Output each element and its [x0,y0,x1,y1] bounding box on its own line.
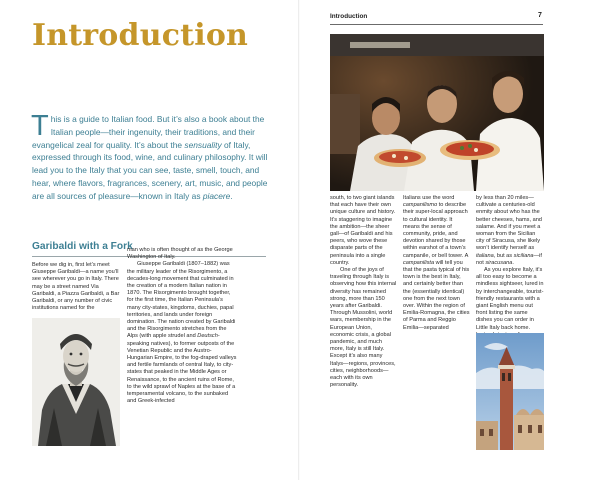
text-run: -speaking natives), to former outposts of the Venetian Republic and the Austro-Hungarian Empire, to the fog-draped valleys and fertile farmlands of central Italy, to city-states that peaked in the Middle Ages or Renaissance, to the ancient ruins of Rome, to the wild sprawl of Naples at the base of a temperamental volcano, to the sunbaked and Greek-infected [127,333,237,405]
garibaldi-portrait-photo [32,318,120,446]
paragraph [403,195,470,332]
emphasis-text: campanilismo [403,202,438,209]
running-head: Introduction [330,13,368,20]
paragraph [476,195,544,267]
right-column-2 [403,195,470,332]
text-run: by less than 20 miles—cultivate a centuries-old enmity about who has the better cheeses, hams, and salame. And if you meet a woman from the Sicilian city of Siracusa, she likely won’t identify herself as [476,195,542,252]
paragraph: man who is often thought of as the George Washington of Italy. [127,247,233,261]
paragraph: One of the joys of traveling through Italy is observing how this internal diversity has remained strong, more than 150 years after Garibaldi. Through Mussolini, world wars, membership in the European Union, economic crisis, a global pandemic, and much more, Italy is still Italy. Except it’s also many Italys—regions, provinces, cities, neighborhoods—each with its own personality. [330,267,397,389]
emphasis-text: Deutsch [197,333,218,340]
right-page [300,0,600,480]
right-column-1 [330,195,397,389]
text-run: . [512,259,514,266]
text-run: Giuseppe Garibaldi (1807–1882) was the military leader of the Risorgimento, a decades-long movement that culminated in the creation of a modern Italian nation in 1870. The Risorgimento brought together, for the first time, the Italian Peninsula’s many city-states, kingdoms, duchies, papal territories, and lands under foreign domination. The nation created by Garibaldi and the Risorgimento stretches from the Alps (with apple strudel and [127,261,236,340]
paragraph [127,261,237,405]
paragraph: south, to two giant islands that each have their own unique culture and history. It’s staggering to imagine the ambition—the sheer gall—of Garibaldi and his peers, who wove these disparate parts of the peninsula into a single country. [330,195,396,266]
text-run: Italians use the word [403,195,455,201]
text-run: , but as [493,252,514,259]
pizza-makers-photo [330,34,544,191]
header-rule [330,24,543,25]
emphasis-text: siracusana [485,259,513,266]
left-column-2 [127,247,237,405]
text-run: will tell you that the pasta typical of his town is the best in Italy, and certainly better than the (essentially identical) one from the next town over. Within the region of Emilia-Romagna, the cities of Parma and Reggio Emilia—separated [403,259,470,331]
drop-cap: T [31,110,49,142]
section-heading: Garibaldi with a Fork [32,241,133,252]
text-run: —if not [476,252,542,266]
intro-text-1: his is a guide to Italian food. But it’s also a book about the Italian people—their ingenuity, their traditions, and their evangelical zeal for quality. It’s about the [32,114,265,150]
intro-text-3: . [230,190,233,201]
left-column-1 [32,262,120,312]
page-number: 7 [538,12,542,19]
text-run: to describe their super-local approach to cultural identity. It means the sense of community, pride, and devotion shared by those within earshot of a town’s campanile, or bell tower. A [403,202,468,259]
bell-tower-photo [476,333,544,450]
paragraph: As you explore Italy, it’s all too easy to become a mindless sightseer, lured in by interchangeable, tourist-friendly restaurants with a giant English menu out front listing the same dishes you can order in Little Italy back home. [476,267,544,331]
paragraph: Before we dig in, first let’s meet Giuseppe Garibaldi—a name you’ll see wherever you go in Italy. There may be a street named Via Garibaldi, a Piazza Garibaldi, a Bar Garibaldi, or any number of civic institutions named for the [32,262,120,312]
intro-emphasis-piacere: piacere [202,190,231,201]
emphasis-text: siciliana [513,252,534,259]
intro-emphasis-sensuality: sensuality [184,139,222,150]
intro-paragraph [31,110,277,203]
emphasis-text: italiana [476,252,494,259]
intro-text-2: of Italy, expressed through its food, wine, and culinary philosophy. It will lead you to the Italy that you can see, taste, smell, touch, and hear, where flavors, fragrances, scenery, art, music, and people are all sources of pleasure—known in Italy as [32,139,268,201]
chapter-title: Introduction [32,18,249,53]
emphasis-text: campanilista [403,259,435,266]
